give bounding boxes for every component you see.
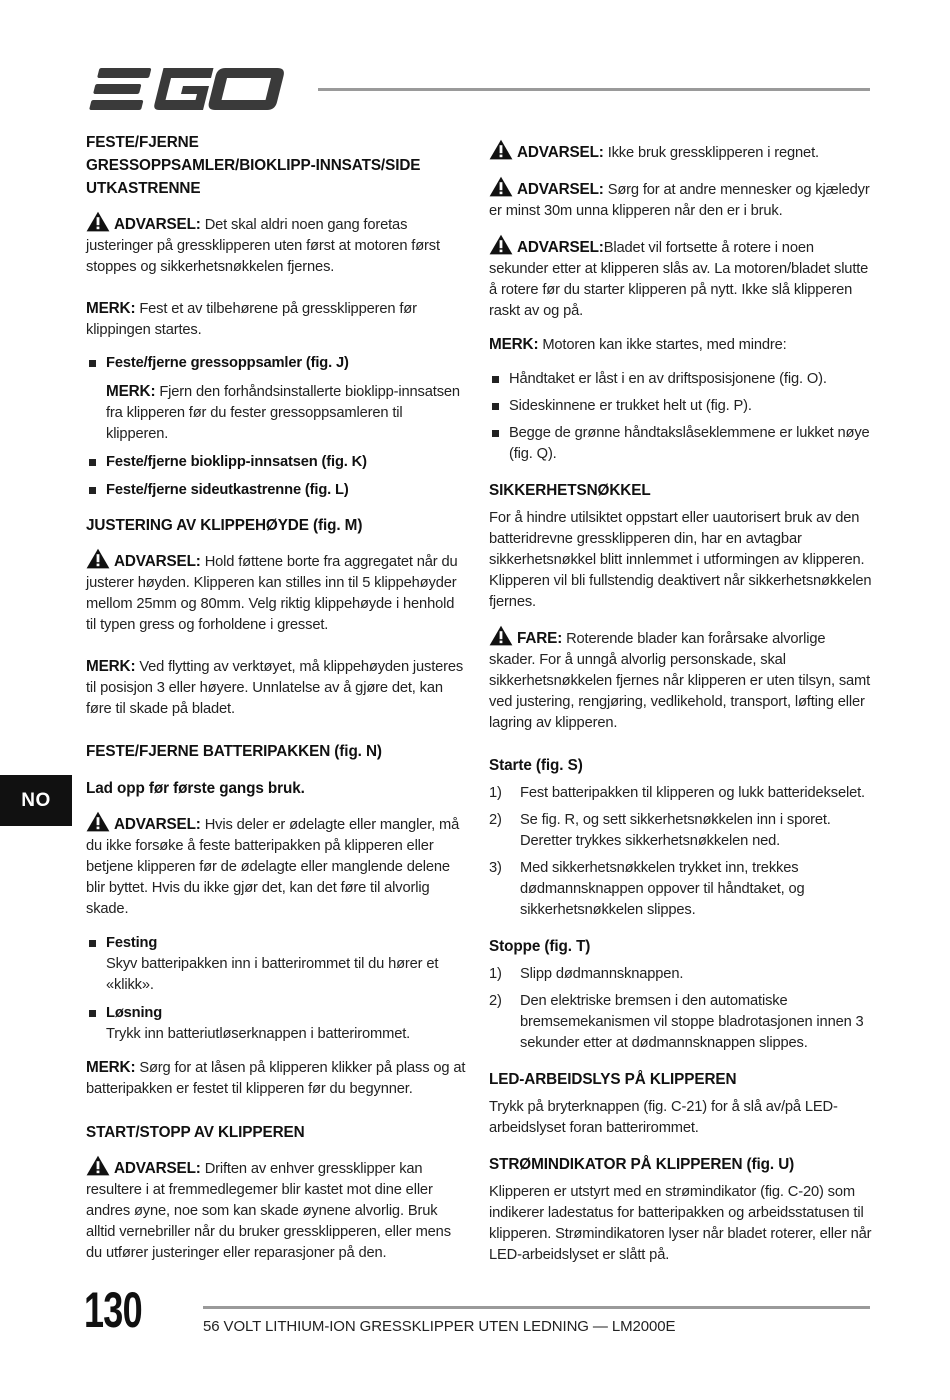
list-item-text: Skyv batteripakken inn i batterirommet til du hører et «klikk». xyxy=(106,956,439,993)
bullet-icon xyxy=(89,940,96,947)
warning-block xyxy=(86,1155,468,1264)
warning-label: ADVARSEL: xyxy=(114,216,201,233)
footer-title: 56 VOLT LITHIUM-ION GRESSKLIPPER UTEN LEDNING — LM2000E xyxy=(203,1318,676,1335)
ego-logo xyxy=(86,66,298,112)
warning-block xyxy=(86,211,468,278)
note-label: MERK: xyxy=(106,383,156,400)
warning-block xyxy=(86,811,468,920)
list-item-note xyxy=(86,381,468,445)
section-heading-start: Starte (fig. S) xyxy=(489,757,583,774)
bullet-icon xyxy=(89,487,96,494)
list-item: Festing Skyv batteripakken inn i batterirommet til du hører et «klikk». xyxy=(86,933,468,996)
section-heading-power-indicator: STRØMINDIKATOR PÅ KLIPPEREN (fig. U) xyxy=(489,1156,795,1173)
note-label: MERK: xyxy=(86,300,136,317)
warning-text: Hvis deler er ødelagte eller mangler, må du ikke forsøke å feste batteripakken på klipperen eller betjene klipperen før de ødelagte eller manglende delene blir byttet. Hvis du ikke gjør det, kan det føre til alvorlig skade. xyxy=(86,817,460,917)
note-text: Fjern den forhåndsinstallerte bioklipp-innsatsen fra klipperen før du fester gressoppsamleren til klipperen. xyxy=(106,384,460,442)
danger-text: Roterende blader kan forårsake alvorlige skader. For å unngå alvorlig personskade, skal sikkerhetsnøkkelen fjernes når klipperen er uten tilsyn, samt ved justering, rengjøring, vedlikehold, transport, løfting eller lagring av klipperen. xyxy=(489,631,871,731)
header-rule xyxy=(318,88,870,91)
list-item: Feste/fjerne sideutkastrenne (fig. L) xyxy=(86,480,468,501)
warning-text: Hold føttene borte fra aggregatet når du justerer høyden. Klipperen kan stilles inn til 5 klippehøyder mellom 25mm og 80mm. Velg riktig klippehøyde i henhold til typen gress og forholdene i gresset. xyxy=(86,554,458,633)
warning-text: Driften av enhver gressklipper kan resultere i at fremmedlegemer blir kastet mot dine eller andres øyne, noe som kan skade øynene alvorlig. Bruk alltid vernebriller når du bruker gressklipperen, eller mens du utfører justeringer eller reparasjoner på den. xyxy=(86,1161,451,1261)
note-label: MERK: xyxy=(86,658,136,675)
note-block xyxy=(86,656,468,720)
language-tab: NO xyxy=(0,775,72,826)
warning-icon xyxy=(489,139,513,160)
warning-label: ADVARSEL: xyxy=(114,816,201,833)
warning-text: Bladet vil fortsette å rotere i noen sekunder etter at klipperen slås av. La motoren/bladet slutte å rotere før du starter klipperen på nytt. Ikke slå klipperen raskt av og på. xyxy=(489,240,869,319)
bullet-icon xyxy=(492,376,499,383)
numbered-step: 3) Med sikkerhetsnøkkelen trykket inn, trekkes dødmannsknappen oppover til håndtaket, og sikkerhetsnøkkelen slippes. xyxy=(489,860,805,918)
warning-icon xyxy=(86,548,110,569)
bullet-icon xyxy=(492,430,499,437)
bullet-icon xyxy=(89,1010,96,1017)
note-block xyxy=(86,298,468,341)
note-label: MERK: xyxy=(86,1059,136,1076)
section-heading-led: LED-ARBEIDSLYS PÅ KLIPPEREN xyxy=(489,1071,737,1088)
warning-label: ADVARSEL: xyxy=(517,181,604,198)
section-heading-attachments: FESTE/FJERNE GRESSOPPSAMLER/BIOKLIPP-INNSATS/SIDE UTKASTRENNE xyxy=(86,134,421,197)
section-subheading: Lad opp før første gangs bruk. xyxy=(86,780,305,797)
list-item: Feste/fjerne bioklipp-innsatsen (fig. K) xyxy=(86,452,468,473)
danger-block xyxy=(489,625,873,734)
warning-icon xyxy=(489,176,513,197)
note-text: Motoren kan ikke startes, med mindre: xyxy=(542,337,787,353)
numbered-step: 2) Se fig. R, og sett sikkerhetsnøkkelen inn i sporet. Deretter trykkes sikkerhetsnøkkelen ned. xyxy=(489,812,831,849)
note-label: MERK: xyxy=(489,336,539,353)
danger-label: FARE: xyxy=(517,630,563,647)
note-text: Sørg for at låsen på klipperen klikker på plass og at batteripakken er festet til klipperen før du begynner. xyxy=(86,1060,466,1097)
warning-label: ADVARSEL: xyxy=(517,239,604,256)
warning-label: ADVARSEL: xyxy=(517,144,604,161)
warning-label: ADVARSEL: xyxy=(114,553,201,570)
section-heading-battery: FESTE/FJERNE BATTERIPAKKEN (fig. N) xyxy=(86,743,382,760)
footer-rule xyxy=(203,1306,870,1309)
note-block xyxy=(489,334,873,356)
warning-icon xyxy=(489,234,513,255)
note-text: Fest et av tilbehørene på gressklipperen før klippingen startes. xyxy=(86,301,417,338)
section-heading-stop: Stoppe (fig. T) xyxy=(489,938,591,955)
list-item: Begge de grønne håndtakslåseklemmene er lukket nøye (fig. Q). xyxy=(489,423,873,465)
list-item: Løsning Trykk inn batteriutløserknappen i batterirommet. xyxy=(86,1003,468,1045)
section-heading-start-stop: START/STOPP AV KLIPPEREN xyxy=(86,1124,305,1141)
paragraph: Trykk på bryterknappen (fig. C-21) for å slå av/på LED-arbeidslyset foran batterirommet. xyxy=(489,1099,838,1136)
warning-icon xyxy=(86,811,110,832)
warning-block xyxy=(86,548,468,636)
page-number: 130 xyxy=(84,1282,142,1338)
bullet-icon xyxy=(89,459,96,466)
danger-icon xyxy=(489,625,513,646)
left-column xyxy=(86,131,468,1264)
warning-icon xyxy=(86,1155,110,1176)
section-heading-height: JUSTERING AV KLIPPEHØYDE (fig. M) xyxy=(86,517,363,534)
numbered-step: 1) Fest batteripakken til klipperen og lukk batteridekselet. xyxy=(489,785,865,801)
warning-text: Ikke bruk gressklipperen i regnet. xyxy=(607,145,819,161)
warning-text: Det skal aldri noen gang foretas justeringer på gressklipperen uten først at motoren først stoppes og sikkerhetsnøkkelen fjernes. xyxy=(86,217,440,275)
paragraph: Klipperen er utstyrt med en strømindikator (fig. C-20) som indikerer ladestatus for batteripakken og arbeidsstatusen til klipperen. Strømindikatoren lyser når bladet roterer, eller når LED-arbeidslyset er slått på. xyxy=(489,1184,872,1263)
list-item: Feste/fjerne gressoppsamler (fig. J) xyxy=(86,353,468,374)
list-item: Sideskinnene er trukket helt ut (fig. P). xyxy=(489,396,873,417)
right-column xyxy=(489,131,873,1266)
numbered-step: 2) Den elektriske bremsen i den automatiske bremsemekanismen vil stoppe bladrotasjonen innen 3 sekunder etter at dødmannsknappen slippes. xyxy=(489,993,864,1051)
warning-block xyxy=(489,139,873,164)
warning-block xyxy=(489,176,873,222)
list-item-text: Trykk inn batteriutløserknappen i batterirommet. xyxy=(106,1026,411,1042)
warning-block xyxy=(489,234,873,322)
warning-icon xyxy=(86,211,110,232)
bullet-icon xyxy=(89,360,96,367)
warning-text: Sørg for at andre mennesker og kjæledyr er minst 30m unna klipperen når den er i bruk. xyxy=(489,182,870,219)
list-item: Håndtaket er låst i en av driftsposisjonene (fig. O). xyxy=(489,369,873,390)
warning-label: ADVARSEL: xyxy=(114,1160,201,1177)
section-heading-safety-key: SIKKERHETSNØKKEL xyxy=(489,482,651,499)
bullet-icon xyxy=(492,403,499,410)
note-text: Ved flytting av verktøyet, må klippehøyden justeres til posisjon 3 eller høyere. Unnlatelse av å gjøre det, kan føre til skade på bladet. xyxy=(86,659,464,717)
numbered-step: 1) Slipp dødmannsknappen. xyxy=(489,966,684,982)
note-block xyxy=(86,1057,468,1100)
paragraph: For å hindre utilsiktet oppstart eller uautorisert bruk av den batteridrevne gressklipperen din, har en avtagbar sikkerhetsnøkkel blitt innlemmet i utformingen av klipperen. Klipperen vil bli fullstendig deaktivert når sikkerhetsnøkkelen fjernes. xyxy=(489,510,872,610)
